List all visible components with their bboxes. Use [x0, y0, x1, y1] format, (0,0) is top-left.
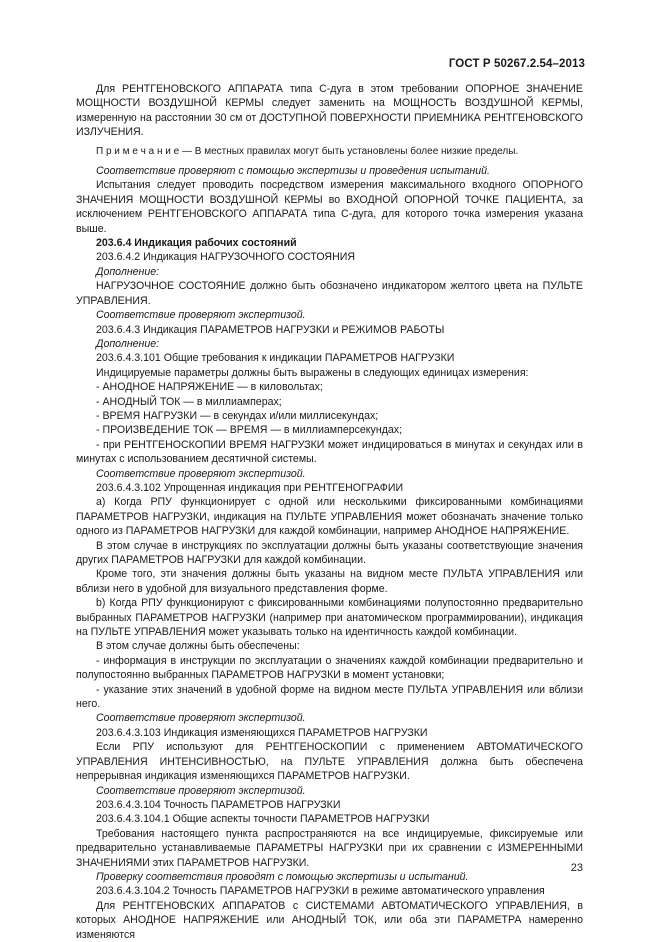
- list-item: - ВРЕМЯ НАГРУЗКИ — в секундах и/или миллисекундах;: [96, 409, 379, 422]
- subsection-heading: 203.6.4.3.102 Упрощенная индикация при РЕНТГЕНОГРАФИИ: [96, 481, 404, 494]
- compliance-note: Соответствие проверяют экспертизой.: [96, 309, 306, 322]
- section-heading: 203.6.4 Индикация рабочих состояний: [96, 237, 297, 250]
- compliance-note: Соответствие проверяют экспертизой.: [96, 467, 306, 480]
- subsection-heading: 203.6.4.3.104.2 Точность ПАРАМЕТРОВ НАГРУЗКИ в режиме автоматического управления: [96, 885, 545, 898]
- paragraph: b) Когда РПУ функционируют с фиксированными комбинациями полупостоянно предварительно выбранных ПАРАМЕТРОВ НАГРУЗКИ (например при анатомическом программировании), индикация на ПУЛЬТЕ УПРАВЛЕНИЯ может указывать только на идентичность каждой комбинации.: [76, 597, 583, 639]
- compliance-note: Проверку соответствия проводят с помощью экспертизы и испытаний.: [96, 870, 469, 883]
- document-body: [76, 82, 583, 942]
- addition-label: Дополнение:: [96, 265, 160, 278]
- paragraph: а) Когда РПУ функционирует с одной или несколькими фиксированными комбинациями ПАРАМЕТРОВ НАГРУЗКИ, индикация на ПУЛЬТЕ УПРАВЛЕНИЯ может обозначать значение только одного из ПАРАМЕТРОВ НАГРУЗКИ для каждой комбинации, например АНОДНОЕ НАПРЯЖЕНИЕ.: [76, 496, 583, 538]
- paragraph: Индицируемые параметры должны быть выражены в следующих единицах измерения:: [96, 366, 529, 379]
- paragraph: В этом случае должны быть обеспечены:: [96, 640, 300, 653]
- paragraph: Если РПУ используют для РЕНТГЕНОСКОПИИ с применением АВТОМАТИЧЕСКОГО УПРАВЛЕНИЯ ИНТЕНСИВНОСТЬЮ, на ПУЛЬТЕ УПРАВЛЕНИЯ должна быть обеспечена непрерывная индикация изменяющихся ПАРАМЕТРОВ НАГРУЗКИ.: [76, 741, 583, 783]
- subsection-heading: 203.6.4.3.103 Индикация изменяющихся ПАРАМЕТРОВ НАГРУЗКИ: [96, 726, 428, 739]
- compliance-note: Соответствие проверяют экспертизой.: [96, 712, 306, 725]
- subsection-heading: 203.6.4.3.101 Общие требования к индикации ПАРАМЕТРОВ НАГРУЗКИ: [96, 352, 455, 365]
- paragraph: Требования настоящего пункта распространяются на все индицируемые, фиксируемые или предварительно устанавливаемые ПАРАМЕТРЫ НАГРУЗКИ при их сравнении с ИЗМЕРЕННЫМИ ЗНАЧЕНИЯМИ этих ПАРАМЕТРОВ НАГРУЗКИ.: [76, 827, 583, 869]
- subsection-heading: 203.6.4.3.104.1 Общие аспекты точности ПАРАМЕТРОВ НАГРУЗКИ: [96, 813, 430, 826]
- compliance-note: Соответствие проверяют экспертизой.: [96, 784, 306, 797]
- compliance-note: Соответствие проверяют с помощью экспертизы и проведения испытаний.: [96, 165, 490, 178]
- list-item: - ПРОИЗВЕДЕНИЕ ТОК — ВРЕМЯ — в миллиамперсекундах;: [96, 424, 403, 437]
- paragraph: Кроме того, эти значения должны быть указаны на видном месте ПУЛЬТА УПРАВЛЕНИЯ или вблизи него в удобной для визуального представления форме.: [76, 568, 583, 595]
- page-header: ГОСТ Р 50267.2.54–2013: [448, 58, 585, 70]
- addition-label: Дополнение:: [96, 337, 160, 350]
- paragraph: Испытания следует проводить посредством измерения максимального входного ОПОРНОГО ЗНАЧЕНИЯ МОЩНОСТИ ВОЗДУШНОЙ КЕРМЫ во ВХОДНОЙ ОПОРНОЙ ТОЧКЕ ПАЦИЕНТА, за исключением РЕНТГЕНОВСКОГО АППАРАТА типа С-дуга, для которого точка измерения указана выше.: [76, 179, 583, 235]
- list-item: - АНОДНОЕ НАПРЯЖЕНИЕ — в киловольтах;: [96, 381, 323, 394]
- paragraph: НАГРУЗОЧНОЕ СОСТОЯНИЕ должно быть обозначено индикатором желтого цвета на ПУЛЬТЕ УПРАВЛЕНИЯ.: [76, 280, 583, 307]
- subsection-heading: 203.6.4.3 Индикация ПАРАМЕТРОВ НАГРУЗКИ и РЕЖИМОВ РАБОТЫ: [96, 323, 445, 336]
- subsection-heading: 203.6.4.2 Индикация НАГРУЗОЧНОГО СОСТОЯНИЯ: [96, 251, 355, 264]
- note: П р и м е ч а н и е — В местных правилах могут быть установлены более низкие пределы.: [96, 145, 519, 157]
- paragraph: Для РЕНТГЕНОВСКИХ АППАРАТОВ с СИСТЕМАМИ АВТОМАТИЧЕСКОГО УПРАВЛЕНИЯ, в которых АНОДНОЕ НАПРЯЖЕНИЕ или АНОДНЫЙ ТОК, или оба эти ПАРАМЕТРА намеренно изменяются: [76, 899, 583, 941]
- paragraph: В этом случае в инструкциях по эксплуатации должны быть указаны соответствующие значения других ПАРАМЕТРОВ НАГРУЗКИ для каждой комбинации.: [76, 539, 583, 566]
- list-item: - информация в инструкции по эксплуатации о значениях каждой комбинации предварительно и полупостоянно выбранных ПАРАМЕТРОВ НАГРУЗКИ в момент установки;: [76, 654, 583, 682]
- page-number: 23: [570, 862, 583, 874]
- paragraph: Для РЕНТГЕНОВСКОГО АППАРАТА типа С-дуга в этом требовании ОПОРНОЕ ЗНАЧЕНИЕ МОЩНОСТИ ВОЗДУШНОЙ КЕРМЫ следует заменить на МОЩНОСТЬ ВОЗДУШНОЙ КЕРМЫ, измеренную на расстоянии 30 см от ДОСТУПНОЙ ПОВЕРХНОСТИ ПРИЕМНИКА РЕНТГЕНОВСКОГО ИЗЛУЧЕНИЯ.: [76, 83, 583, 139]
- list-item: - указание этих значений в удобной форме на видном месте ПУЛЬТА УПРАВЛЕНИЯ или вблизи него.: [76, 683, 583, 711]
- list-item: - при РЕНТГЕНОСКОПИИ ВРЕМЯ НАГРУЗКИ может индицироваться в минутах и секундах или в минутах с использованием десятичной системы.: [76, 438, 583, 466]
- list-item: - АНОДНЫЙ ТОК — в миллиамперах;: [96, 395, 282, 408]
- subsection-heading: 203.6.4.3.104 Точность ПАРАМЕТРОВ НАГРУЗКИ: [96, 798, 341, 811]
